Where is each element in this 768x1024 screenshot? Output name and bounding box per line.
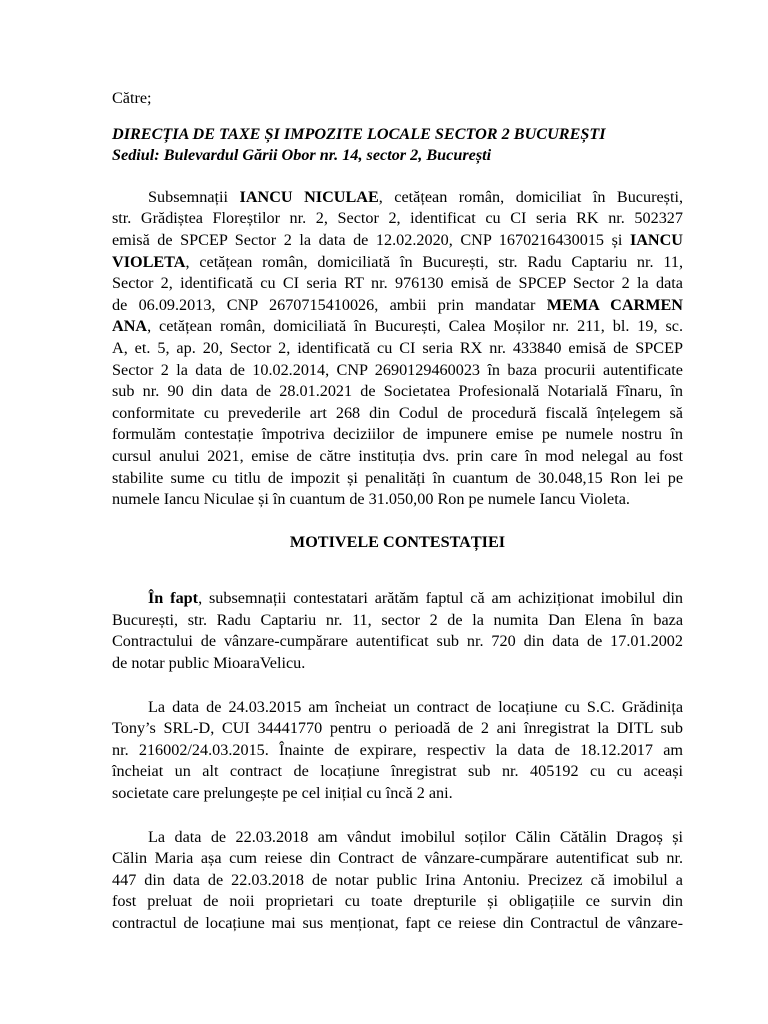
sale-line-2: Călin Maria așa cum reiese din Contract de vânzare-cumpărare autentificat sub nr. [112, 849, 683, 868]
applicant-name-2b: VIOLETA [112, 252, 186, 271]
lease-line-3: nr. 216002/24.03.2015. Înainte de expirare, respectiv la data de 18.12.2017 am [112, 740, 683, 759]
facts-line-1 [112, 588, 683, 610]
intro-line-14: stabilite sume cu titlu de impozit și penalități în cuantum de 30.048,15 Ron lei pe [112, 468, 683, 487]
facts-line-3: Contractului de vânzare-cumpărare autentificat sub nr. 720 din data de 17.01.2002 [112, 632, 683, 651]
institution-name: DIRECȚIA DE TAXE ȘI IMPOZITE LOCALE SECTOR 2 BUCUREȘTI [112, 124, 606, 143]
intro-line-2: str. Grădiștea Floreștilor nr. 2, Sector 2, identificat cu CI seria RK nr. 502327 [112, 209, 683, 228]
facts-line-2: București, str. Radu Captariu nr. 11, sector 2 de la numita Dan Elena în baza [112, 610, 683, 629]
applicant-name-1: IANCU NICULAE [239, 187, 379, 206]
lease-line-5: societate care prelungește pe cel inițial cu încă 2 ani. [112, 784, 453, 803]
lease-line-2: Tony’s SRL-D, CUI 34441770 pentru o perioadă de 2 ani înregistrat la DITL sub [112, 719, 683, 738]
intro-line-7 [112, 316, 683, 338]
intro-text: emisă de SPCEP Sector 2 la data de 12.02.2020, CNP 1670216430015 și [112, 230, 630, 249]
addressee-line: Către; [112, 89, 152, 107]
document-page [112, 88, 683, 935]
intro-line-5: Sector 2, identificată cu CI seria RT nr. 976130 emisă de SPCEP Sector 2 la data [112, 274, 683, 293]
intro-line-13: cursul anului 2021, emise de către instituția dvs. prin care în mod nelegal au fost [112, 446, 683, 465]
intro-line-12: formulăm contestație împotriva deciziilor de impunere emise pe numele nostru în [112, 425, 683, 444]
intro-line-4 [112, 252, 683, 274]
facts-text: , subsemnații contestatari arătăm faptul că am achiziționat imobilul din [198, 589, 684, 608]
facts-paragraph [112, 588, 683, 674]
mandatary-name-a: MEMA CARMEN [546, 295, 683, 314]
intro-line-6 [112, 295, 683, 317]
intro-text: , cetățean român, domiciliat în București, [378, 187, 683, 206]
section-heading: MOTIVELE CONTESTAȚIEI [289, 532, 506, 551]
lease-line-4: încheiat un alt contract de locațiune înregistrat sub nr. 405192 cu cu aceași [112, 762, 683, 781]
intro-paragraph [112, 187, 683, 511]
sale-line-5: contractul de locațiune mai sus menționat, fapt ce reiese din Contractul de vânzare- [112, 914, 683, 932]
institution-block [112, 124, 683, 167]
intro-line-15: numele Iancu Niculae și în cuantum de 31.050,00 Ron pe numele Iancu Violeta. [112, 490, 630, 509]
lease-paragraph [112, 697, 683, 805]
intro-line-8: A, et. 5, ap. 20, Sector 2, identificată cu CI seria RX nr. 433840 emisă de SPCEP [112, 338, 683, 357]
intro-text: , cetățean român, domiciliată în București, Calea Moșilor nr. 211, bl. 19, sc. [147, 317, 683, 336]
sale-line-3: 447 din data de 22.03.2018 de notar public Irina Antoniu. Precizez că imobilul a [112, 870, 683, 889]
intro-text: , cetățean român, domiciliată în București, str. Radu Captariu nr. 11, [185, 252, 683, 271]
institution-address: Sediul: Bulevardul Gării Obor nr. 14, sector 2, București [112, 146, 492, 165]
facts-line-4: de notar public MioaraVelicu. [112, 654, 306, 673]
facts-lead: În fapt [148, 589, 199, 608]
intro-text: de 06.09.2013, CNP 2670715410026, ambii prin mandatar [112, 295, 547, 314]
intro-line-3 [112, 230, 683, 252]
applicant-name-2a: IANCU [629, 230, 683, 249]
intro-line-10: sub nr. 90 din data de 28.01.2021 de Societatea Profesională Notarială Fînaru, în [112, 382, 683, 401]
sale-line-4: fost preluat de noii proprietari cu toate drepturile și obligațiile ce survin din [112, 892, 683, 911]
intro-text: Subsemnații [148, 187, 240, 206]
intro-line-1 [112, 187, 683, 209]
sale-paragraph [112, 827, 683, 935]
intro-line-11: conformitate cu prevederile art 268 din Codul de procedură fiscală înțelegem să [112, 403, 683, 422]
mandatary-name-b: ANA [112, 317, 148, 336]
intro-line-9: Sector 2 la data de 10.02.2014, CNP 2690129460023 în baza procurii autentificate [112, 360, 683, 379]
lease-line-1: La data de 24.03.2015 am încheiat un contract de locațiune cu S.C. Grădinița [148, 697, 683, 716]
sale-line-1: La data de 22.03.2018 am vândut imobilul soților Călin Cătălin Dragoș și [148, 827, 683, 846]
